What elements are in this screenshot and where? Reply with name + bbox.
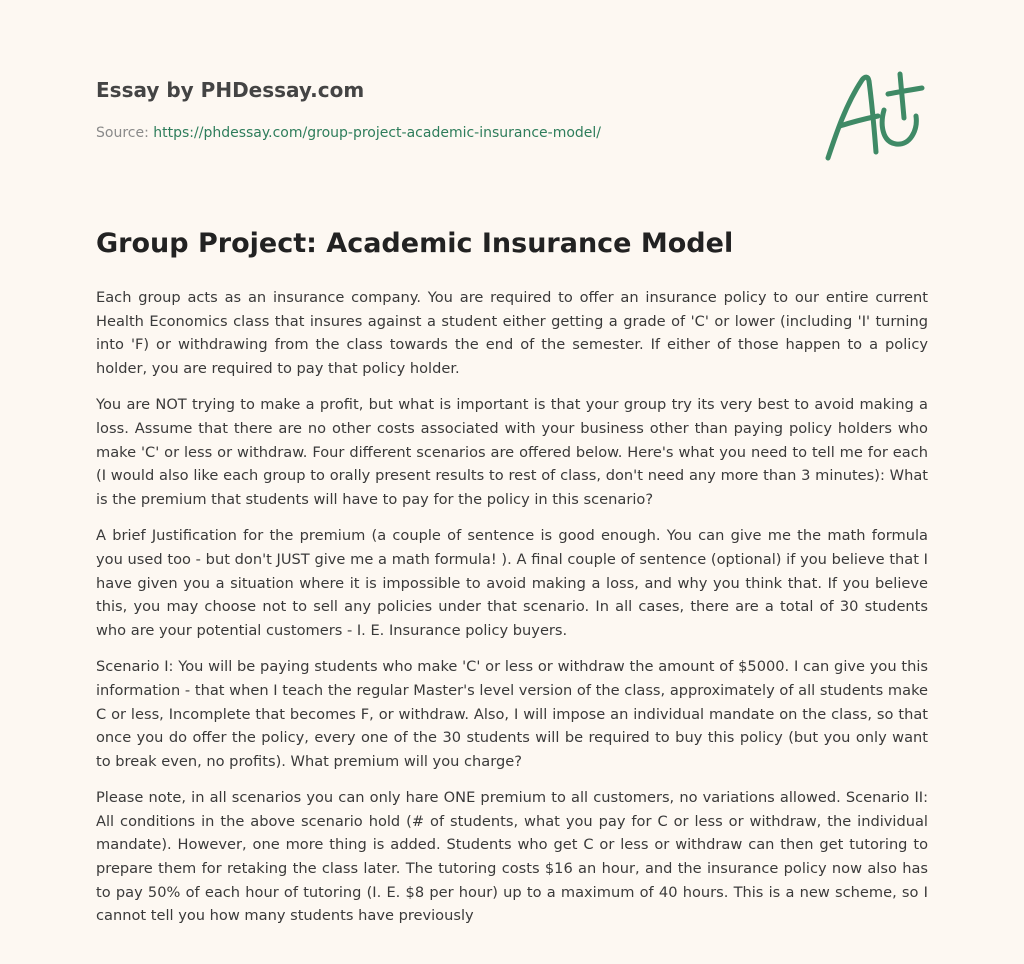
brand-title: Essay by PHDessay.com	[96, 78, 365, 102]
source-line	[96, 123, 796, 143]
article-body	[96, 286, 928, 941]
a-plus-grade-icon	[818, 64, 930, 166]
paragraph: Scenario I: You will be paying students who make 'C' or less or withdraw the amount of $5000. I can give you this information - that when I teach the regular Master's level version of the class, approximately of all students make C or less, Incomplete that becomes F, or withdraw. Also, I will impose an individual mandate on the class, so that once you do offer the policy, every one of the 30 students will be required to buy this policy (but you only want to break even, no profits). What premium will you charge?	[96, 658, 928, 770]
source-link[interactable]: https://phdessay.com/group-project-academic-insurance-model/	[153, 125, 602, 141]
article-title: Group Project: Academic Insurance Model	[96, 228, 734, 259]
paragraph: You are NOT trying to make a profit, but what is important is that your group try its very best to avoid making a loss. Assume that there are no other costs associated with your business other than paying policy holders who make 'C' or less or withdraw. Four different scenarios are offered below. Here's what you need to tell me for each (I would also like each group to orally present results to rest of class, don't need any more than 3 minutes): What is the premium that students will have to pay for the policy in this scenario?	[96, 396, 928, 508]
paragraph: Please note, in all scenarios you can only hare ONE premium to all customers, no variations allowed. Scenario II: All conditions in the above scenario hold (# of students, what you pay for C or less or withdraw, the individual mandate). However, one more thing is added. Students who get C or less or withdraw can then get tutoring to prepare them for retaking the class later. The tutoring costs $16 an hour, and the insurance policy now also has to pay 50% of each hour of tutoring (I. E. $8 per hour) up to a maximum of 40 hours. This is a new scheme, so I cannot tell you how many students have previously	[96, 789, 928, 925]
paragraph: A brief Justification for the premium (a couple of sentence is good enough. You can give me the math formula you used too - but don't JUST give me a math formula! ). A final couple of sentence (optional) if you believe that I have given you a situation where it is impossible to avoid making a loss, and why you think that. If you believe this, you may choose not to sell any policies under that scenario. In all cases, there are a total of 30 students who are your potential customers - I. E. Insurance policy buyers.	[96, 527, 928, 639]
paragraph: Each group acts as an insurance company. You are required to offer an insurance policy to our entire current Health Economics class that insures against a student either getting a grade of 'C' or lower (including 'I' turning into 'F) or withdrawing from the class towards the end of the semester. If either of those happen to a policy holder, you are required to pay that policy holder.	[96, 289, 928, 377]
source-label: Source:	[96, 125, 149, 141]
essay-header	[96, 75, 796, 143]
